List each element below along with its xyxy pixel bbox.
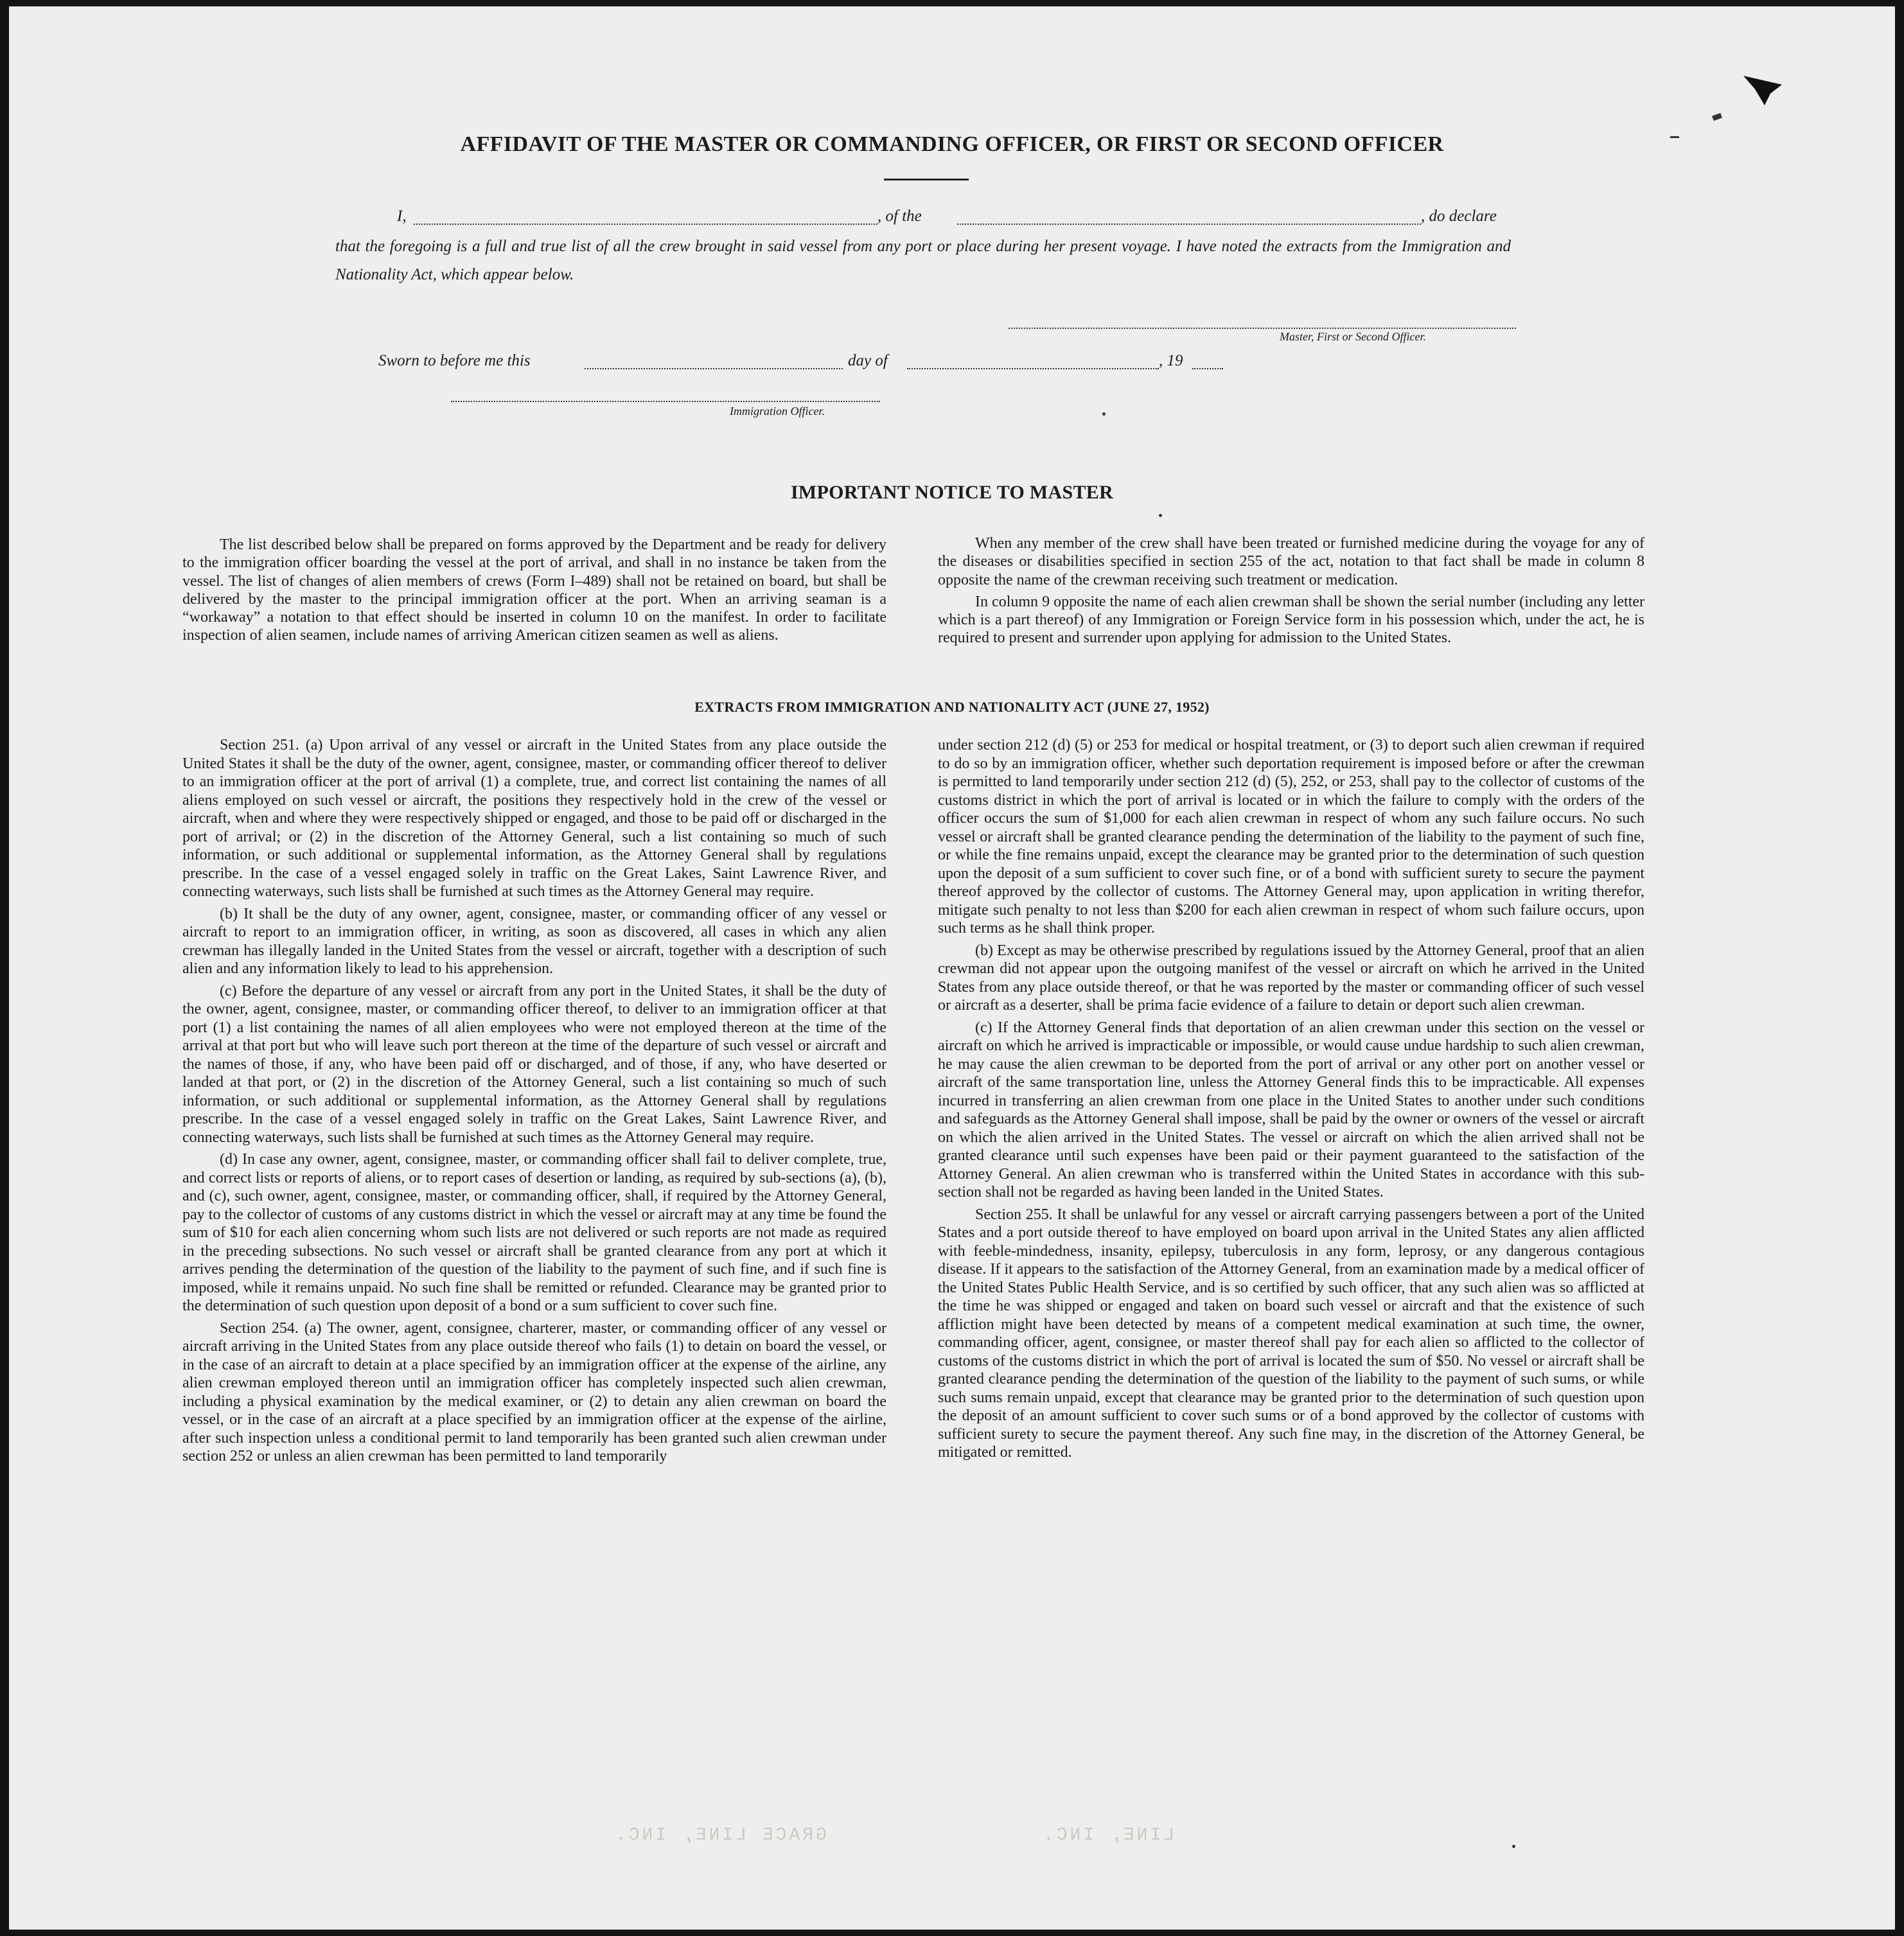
day-of-label: day of xyxy=(848,352,888,369)
year-label: , 19 xyxy=(1159,352,1183,369)
notice-paragraph: The list described below shall be prepared on forms approved by the Department and be ready for delivery to the immigration officer boarding the vessel at the port of arrival, and shall in no instance be taken from the vessel. The list of changes of alien members of crews (Form I–489) shall not be retained on board, but shall be delivered by the master to the principal immigration officer at the port. When an arriving seaman is a “workaway” a notation to that effect should be inserted in column 10 on the manifest. In order to facilitate inspection of alien seamen, include names of arriving American citizen seamen as well as aliens. xyxy=(182,536,886,644)
notice-paragraph: When any member of the crew shall have been treated or furnished medicine during the voyage for any of the diseases or disabilities specified in section 255 of the act, notation to that fact shall be made in column 8 opposite the name of the crewman receiving such treatment or medication. xyxy=(938,535,1644,588)
extracts-left-column xyxy=(182,736,886,1470)
decl-of-the-label: , of the xyxy=(877,207,922,225)
section-251c-paragraph: (c) Before the departure of any vessel or aircraft from any port in the United States, it shall be the duty of the owner, agent, consignee, master, or commanding officer thereof, to deliver to an immigration officer at that port (1) a list containing the names of all alien employees who were not employed thereon at the time of the arrival at that port but who will leave such port thereon at the time of the departure of such vessel or aircraft and the names of those, if any, who have been paid off or discharged, and of those, if any, who have deserted or landed at that port, or (2) in the discretion of the Attorney General, such a list containing so much of such information, or such additional or supplemental information, as the Attorney General shall by regulations prescribe. In the case of a vessel engaged solely in traffic on the Great Lakes, Saint Lawrence River, and connecting waterways, such lists shall be furnished at such times as the Attorney General may require. xyxy=(182,982,886,1146)
notice-right-column xyxy=(938,534,1644,651)
master-signature-caption: Master, First or Second Officer. xyxy=(1280,330,1426,343)
affidavit-title: AFFIDAVIT OF THE MASTER OR COMMANDING OFFICER, OR FIRST OR SECOND OFFICER xyxy=(460,132,1444,156)
scan-speck xyxy=(1159,514,1162,517)
section-254a-continued-paragraph: under section 212 (d) (5) or 253 for medical or hospital treatment, or (3) to deport such alien crewman if required to do so by an immigration officer, whether such deportation requirement is imposed before or after the crewman is permitted to land temporarily under section 212 (d) (5), 252, or 253, shall pay to the collector of customs of the customs district in which the port of arrival is located or in which the failure to comply with the orders of the officer occurs the sum of $1,000 for each alien crewman in respect of whom any such failure occurs. No such vessel or aircraft shall be granted clearance pending the determination of the liability to the payment of such fine, or while the fine remains unpaid, except the clearance may be granted prior to the determination of such question upon the deposit of a sum sufficient to cover such fine, or of a bond with sufficient surety to secure the payment thereof approved by the collector of customs. The Attorney General may, upon application in writing therefor, mitigate such penalty to not less than $200 for each alien crewman in respect of whom such failure occurs, upon such terms as he shall think proper. xyxy=(938,737,1644,937)
extracts-right-column xyxy=(938,736,1644,1466)
section-251d-paragraph: (d) In case any owner, agent, consignee, master, or commanding officer shall fail to deliver complete, true, and correct lists or reports of aliens, or to report cases of desertion or landing, as required by sub-sections (a), (b), and (c), such owner, agent, consignee, master, or commanding officer, shall, if required by the Attorney General, pay to the collector of customs of any customs district in which the vessel or aircraft may at any time be found the sum of $10 for each alien concerning whom such lists are not delivered or such reports are not made as required in the preceding subsections. No such vessel or aircraft shall be granted clearance from any port at which it arrives pending the determination of the question of the liability to the payment of such fine, and if such fine is imposed, while it remains unpaid. No such fine shall be remitted or refunded. Clearance may be granted prior to the determination of such question upon deposit of a bond or a sum sufficient to cover such fine. xyxy=(182,1151,886,1314)
title-rule xyxy=(884,179,969,180)
declaration-text: that the foregoing is a full and true list of all the crew brought in said vessel from any port or place during her present voyage. I have noted the extracts from the Immigration and Nationality Act, which appear below. xyxy=(335,238,1511,283)
notice-paragraph: In column 9 opposite the name of each alien crewman shall be shown the serial number (including any letter which is a part thereof) of any Immigration or Foreign Service form in his possession which, under the act, he is required to present and surrender upon applying for admission to the United States. xyxy=(938,593,1644,647)
extracts-heading: EXTRACTS FROM IMMIGRATION AND NATIONALITY ACT (JUNE 27, 1952) xyxy=(694,699,1210,715)
notice-heading: IMPORTANT NOTICE TO MASTER xyxy=(790,482,1114,503)
vessel-blank[interactable] xyxy=(957,224,1421,225)
sworn-month-blank[interactable] xyxy=(907,368,1159,369)
scan-tick-mark xyxy=(1712,113,1722,121)
scan-speck xyxy=(1512,1845,1515,1848)
decl-i-label: I, xyxy=(397,207,407,225)
section-251a-paragraph: Section 251. (a) Upon arrival of any vessel or aircraft in the United States from any place outside the United States it shall be the duty of the owner, agent, consignee, master, or commanding officer thereof to deliver to an immigration officer at the port of arrival (1) a complete, true, and correct list containing the names of all aliens employed on such vessel or aircraft, the positions they respectively hold in the crew of the vessel or aircraft, when and where they were respectively shipped or engaged, and those to be paid off or discharged in the port of arrival; or (2) in the discretion of the Attorney General, such a list containing so much of such information, or such additional or supplemental information, as the Attorney General shall by regulations prescribe. In the case of a vessel engaged solely in traffic on the Great Lakes, Saint Lawrence River, and connecting waterways, such lists shall be furnished at such times as the Attorney General may require. xyxy=(182,737,886,900)
bleed-through-text-left: GRACE LINE, INC. xyxy=(613,1826,827,1845)
sworn-day-blank[interactable] xyxy=(585,368,843,369)
immigration-officer-signature-line[interactable] xyxy=(451,401,880,402)
name-blank[interactable] xyxy=(414,224,877,225)
scan-corner-mark xyxy=(1743,76,1782,105)
section-254c-paragraph: (c) If the Attorney General finds that deportation of an alien crewman under this section on the vessel or aircraft on which he arrived is impracticable or impossible, or would cause undue hardship to such alien crewman, he may cause the alien crewman to be deported from the port of arrival or any other port on another vessel or aircraft of the same transportation line, unless the Attorney General finds this to be impracticable. All expenses incurred in transferring an alien crewman from one place in the United States to another under such conditions and safeguards as the Attorney General shall impose, shall be paid by the owner or owners of the vessel or aircraft on which the alien arrived in the United States. The vessel or aircraft on which the alien arrived shall not be granted clearance until such expenses have been paid or their payment guaranteed to the satisfaction of the Attorney General. An alien crewman who is transferred within the United States in accordance with this sub-section shall not be regarded as having been landed in the United States. xyxy=(938,1019,1644,1201)
decl-do-declare-label: , do declare xyxy=(1421,207,1497,225)
master-signature-line[interactable] xyxy=(1009,328,1516,329)
bleed-through-text-right: LINE, INC. xyxy=(1041,1826,1175,1845)
section-255-paragraph: Section 255. It shall be unlawful for any vessel or aircraft carrying passengers between a port of the United States and a port outside thereof to have employed on board upon arrival in the United States any alien afflicted with feeble-mindedness, insanity, epilepsy, tuberculosis in any form, leprosy, or any dangerous contagious disease. If it appears to the satisfaction of the Attorney General, from an examination made by a medical officer of the United States Public Health Service, and is so certified by such officer, that any such alien was so afflicted at the time he was shipped or engaged and taken on board such vessel or aircraft and that the existence of such affliction might have been detected by means of a competent medical examination at such time, the owner, commanding officer, agent, consignee, or master thereof shall pay for each alien so afflicted to the collector of customs of the customs district in which the port of arrival is located the sum of $50. No vessel or aircraft shall be granted clearance pending the determination of the question of the liability to the payment of such sums, or while such sums remain unpaid, except that clearance may be granted prior to the determination of such question upon the deposit of an amount sufficient to cover such sums or of a bond approved by the collector of customs with sufficient surety to secure the payment thereof. Any such fine may, in the discretion of the Attorney General, be mitigated or remitted. xyxy=(938,1206,1644,1461)
immigration-officer-caption: Immigration Officer. xyxy=(730,405,825,418)
notice-left-column xyxy=(182,536,886,649)
section-251b-paragraph: (b) It shall be the duty of any owner, agent, consignee, master, or commanding officer of any vessel or aircraft to report to an immigration officer, in writing, as soon as discovered, all cases in which any alien crewman has illegally landed in the United States from the vessel or aircraft, together with a description of such alien and any information likely to lead to his apprehension. xyxy=(182,905,886,977)
sworn-label: Sworn to before me this xyxy=(378,352,531,369)
scan-speck xyxy=(1102,412,1106,416)
section-254b-paragraph: (b) Except as may be otherwise prescribed by regulations issued by the Attorney General, proof that an alien crewman did not appear upon the outgoing manifest of the vessel or aircraft on which he arrived in the United States from any place outside thereof, or that he was reported by the master or commanding officer of such vessel or aircraft as a deserter, shall be prima facie evidence of a failure to detain or deport such alien crewman. xyxy=(938,942,1644,1014)
section-254a-paragraph: Section 254. (a) The owner, agent, consignee, charterer, master, or commanding officer of any vessel or aircraft arriving in the United States from any place outside thereof who fails (1) to detain on board the vessel, or in the case of an aircraft to detain at a place specified by an immigration officer at the expense of the airline, any alien crewman employed thereon until an immigration officer has completely inspected such alien crewman, including a physical examination by the medical examiner, or (2) to detain any alien crewman on board the vessel, or in the case of an aircraft at a place specified by an immigration officer at the expense of the airline, after such inspection unless a conditional permit to land temporarily has been granted such alien crewman under section 252 or unless an alien crewman has been permitted to land temporarily xyxy=(182,1319,886,1465)
sworn-year-blank[interactable] xyxy=(1192,368,1223,369)
document-page xyxy=(9,6,1895,1930)
